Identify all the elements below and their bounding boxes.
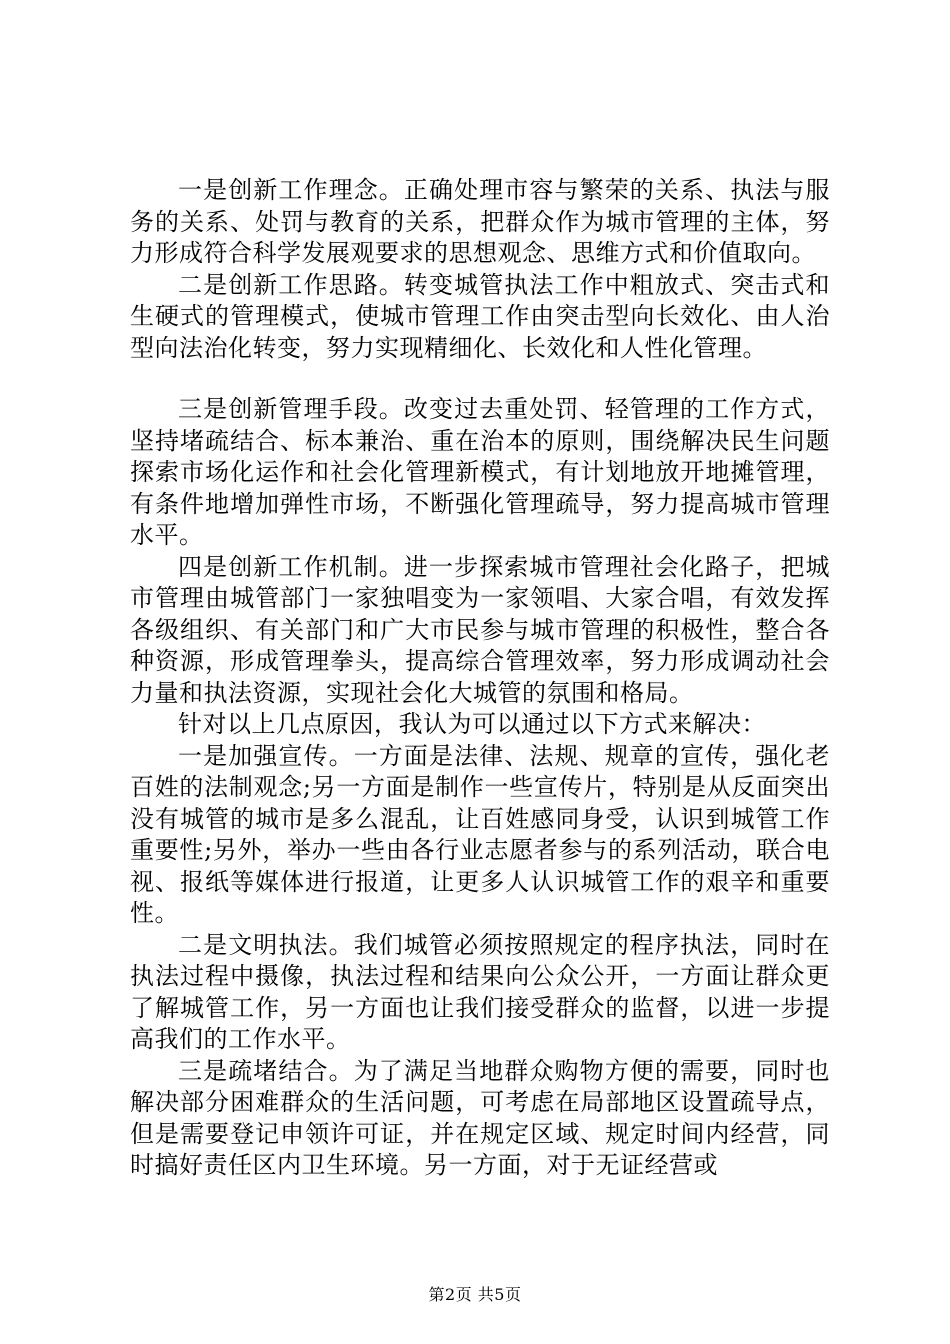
paragraph-civilized-enforcement: 二是文明执法。我们城管必须按照规定的程序执法，同时在执法过程中摄像，执法过程和结果向公众公开，一方面让群众更了解城管工作，另一方面也让我们接受群众的监督，以进一步提高我们的工作水平。 [130, 930, 830, 1053]
paragraph-innovate-means: 三是创新管理手段。改变过去重处罚、轻管理的工作方式，坚持堵疏结合、标本兼治、重在治本的原则，围绕解决民生问题探索市场化运作和社会化管理新模式，有计划地放开地摊管理，有条件地增加弹性市场，不断强化管理疏导，努力提高城市管理水平。 [130, 395, 830, 549]
paragraph-solutions-intro: 针对以上几点原因，我认为可以通过以下方式来解决： [178, 710, 766, 738]
paragraph-innovate-concept: 一是创新工作理念。正确处理市容与繁荣的关系、执法与服务的关系、处罚与教育的关系，把群众作为城市管理的主体，努力形成符合科学发展观要求的思想观念、思维方式和价值取向。 [130, 176, 830, 267]
paragraph-guide-and-block: 三是疏堵结合。为了满足当地群众购物方便的需要，同时也解决部分困难群众的生活问题，可考虑在局部地区设置疏导点，但是需要登记申领许可证，并在规定区域、规定时间内经营，同时搞好责任区内卫生环境。另一方面，对于无证经营或 [130, 1056, 830, 1179]
document-body [130, 175, 830, 1182]
paragraph-innovate-mechanism: 四是创新工作机制。进一步探索城市管理社会化路子，把城市管理由城管部门一家独唱变为一家领唱、大家合唱，有效发挥各级组织、有关部门和广大市民参与城市管理的积极性，整合各种资源，形成管理拳头，提高综合管理效率，努力形成调动社会力量和执法资源，实现社会化大城管的氛围和格局。 [130, 552, 830, 707]
page-number-footer: 第2页 共5页 [428, 1285, 522, 1304]
paragraph-publicity: 一是加强宣传。一方面是法律、法规、规章的宣传，强化老百姓的法制观念;另一方面是制作一些宣传片，特别是从反面突出没有城管的城市是多么混乱，让百姓感同身受，认识到城管工作重要性;另外，举办一些由各行业志愿者参与的系列活动，联合电视、报纸等媒体进行报道，让更多人认识城管工作的艰辛和重要性。 [130, 741, 830, 927]
paragraph-innovate-approach: 二是创新工作思路。转变城管执法工作中粗放式、突击式和生硬式的管理模式，使城市管理工作由突击型向长效化、由人治型向法治化转变，努力实现精细化、长效化和人性化管理。 [130, 270, 830, 362]
